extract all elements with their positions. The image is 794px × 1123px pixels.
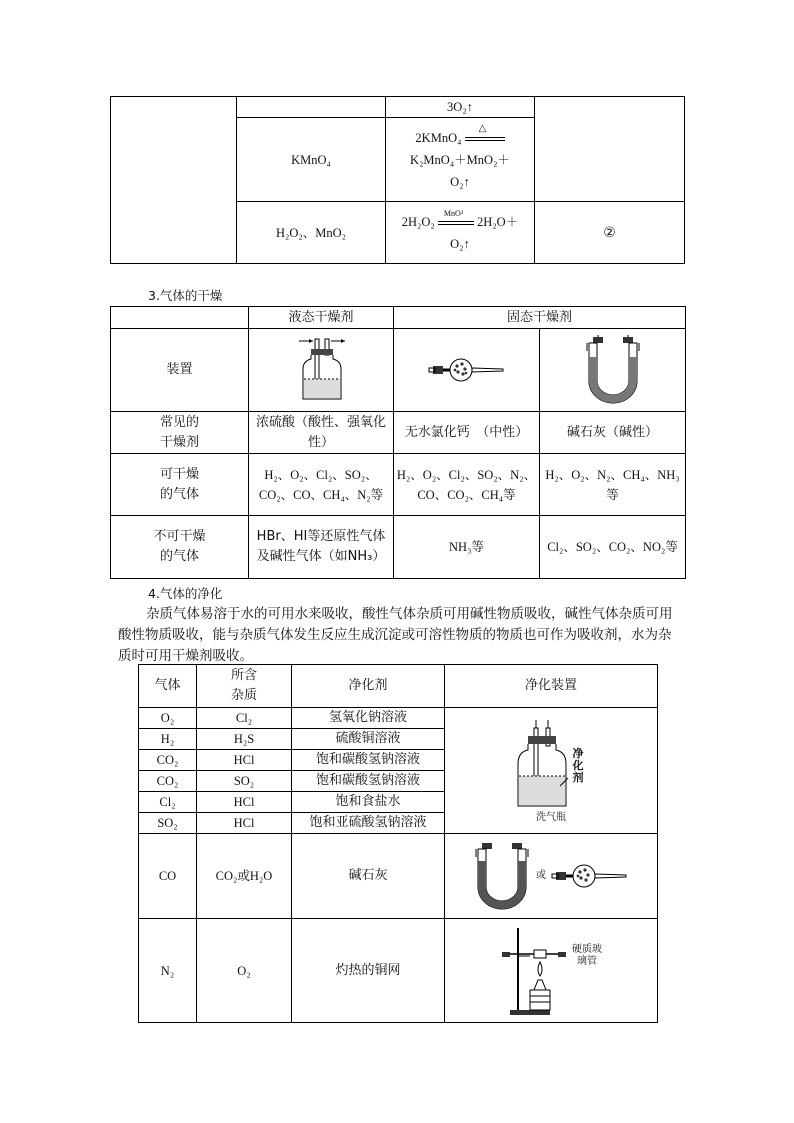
bottle-label: 净化剂 <box>572 746 584 784</box>
tube-label: 硬质玻璃管 <box>572 943 602 967</box>
gas-cell: CO <box>139 834 197 919</box>
common-liquid: 浓硫酸（酸性、强氧化性） <box>249 412 394 454</box>
purification-paragraph: 杂质气体易溶于水的可用水来吸收，酸性气体杂质可用碱性物质吸收，碱性气体杂质可用酸性物质吸收，能与杂质气体发生反应生成沉淀或可溶性物质的物质也可作为吸收剂，水为杂质时可用干燥剂吸收。 <box>118 606 673 664</box>
can-liquid: H₂、O₂、Cl₂、SO₂、CO₂、CO、CH₄、N₂等 <box>249 454 394 516</box>
empty-cell <box>535 97 685 202</box>
header-agent: 净化剂 <box>292 665 445 708</box>
gas-cell: CO₂ <box>139 750 197 771</box>
header-impurity: 所含 杂质 <box>197 665 292 708</box>
co-purify-device <box>445 834 658 919</box>
col-solid: 固态干燥剂 <box>394 307 686 329</box>
agent-cell: 饱和亚硫酸氢钠溶液 <box>292 813 445 834</box>
impurity-cell: O₂ <box>197 919 292 1023</box>
impurity-cell: HCl <box>197 792 292 813</box>
cannot-liquid: HBr、HI等还原性气体及碱性气体（如NH₃） <box>249 516 394 579</box>
gas-cell: N₂ <box>139 919 197 1023</box>
impurity-cell: SO₂ <box>197 771 292 792</box>
col-liquid: 液态干燥剂 <box>249 307 394 329</box>
empty-cell <box>237 97 386 118</box>
eq-right: 2H₂O＋ <box>477 214 519 229</box>
eq-left: 2H₂O₂ <box>401 214 435 229</box>
agent-cell: 饱和碳酸氢钠溶液 <box>292 750 445 771</box>
eq-right: K₂MnO₄＋MnO₂＋ <box>410 152 510 167</box>
common-cacl2: 无水氯化钙 （中性） <box>394 412 540 454</box>
common-sodalime: 碱石灰（碱性） <box>540 412 686 454</box>
cannot-sodalime: Cl₂、SO₂、CO₂、NO₂等 <box>540 516 686 579</box>
row-cannot-label: 不可干燥 的气体 <box>111 516 249 579</box>
row-device-label: 装置 <box>111 329 249 412</box>
row-common-label: 常见的 干燥剂 <box>111 412 249 454</box>
h2o2-reagent: H₂O₂、MnO₂ <box>237 202 386 264</box>
impurity-cell: HCl <box>197 813 292 834</box>
gas-cell: Cl₂ <box>139 792 197 813</box>
agent-cell: 饱和碳酸氢钠溶液 <box>292 771 445 792</box>
u-tube-icon <box>540 329 686 412</box>
empty-cell <box>111 307 249 329</box>
gas-cell: O₂ <box>139 708 197 729</box>
can-sodalime: H₂、O₂、N₂、CH₄、NH₃等 <box>540 454 686 516</box>
catalyst-label: MnO² <box>443 208 464 218</box>
equals-sign <box>465 137 505 141</box>
heating-stand-icon <box>500 924 570 1018</box>
gas-washing-bottle-icon <box>249 329 394 412</box>
drying-tube-icon <box>550 858 630 894</box>
purification-table <box>138 664 658 1023</box>
circle-mark: ② <box>535 202 685 264</box>
impurity-cell: HCl <box>197 750 292 771</box>
section-title-drying: 3.气体的干燥 <box>148 288 223 303</box>
oxygen-prep-table <box>110 96 685 264</box>
u-tube-icon <box>472 841 532 911</box>
agent-cell: 灼热的铜网 <box>292 919 445 1023</box>
header-device: 净化装置 <box>445 665 658 708</box>
or-label: 或 <box>536 870 546 881</box>
drying-table <box>110 306 686 579</box>
impurity-cell: Cl₂ <box>197 708 292 729</box>
hot-copper-device <box>445 919 658 1023</box>
eq-gas: O₂↑ <box>450 174 470 189</box>
bottle-caption: 洗气瓶 <box>536 811 566 823</box>
eq-gas: O₂↑ <box>450 236 470 251</box>
h2o2-equation <box>386 202 535 264</box>
agent-cell: 氢氧化钠溶液 <box>292 708 445 729</box>
kmno4-reagent: KMnO₄ <box>237 118 386 202</box>
impurity-cell: H₂S <box>197 729 292 750</box>
cannot-cacl2: NH₃等 <box>394 516 540 579</box>
section-title-purification: 4.气体的净化 <box>148 586 223 601</box>
row-can-label: 可干燥 的气体 <box>111 454 249 516</box>
drying-tube-icon <box>394 329 540 412</box>
kmno4-equation <box>386 118 535 202</box>
empty-cell <box>111 97 237 264</box>
agent-cell: 硫酸铜溶液 <box>292 729 445 750</box>
heat-symbol: △ <box>478 122 487 134</box>
o2-formula-cell: 3O₂↑ <box>386 97 535 118</box>
impurity-cell: CO₂或H₂O <box>197 834 292 919</box>
gas-cell: H₂ <box>139 729 197 750</box>
eq-left: 2KMnO₄ <box>415 130 462 145</box>
gas-cell: SO₂ <box>139 813 197 834</box>
agent-cell: 碱石灰 <box>292 834 445 919</box>
agent-cell: 饱和食盐水 <box>292 792 445 813</box>
header-gas: 气体 <box>139 665 197 708</box>
equals-sign <box>438 221 474 225</box>
can-cacl2: H₂、O₂、Cl₂、SO₂、N₂、CO、CO₂、CH₄等 <box>394 454 540 516</box>
wash-bottle-device <box>445 708 658 834</box>
gas-cell: CO₂ <box>139 771 197 792</box>
